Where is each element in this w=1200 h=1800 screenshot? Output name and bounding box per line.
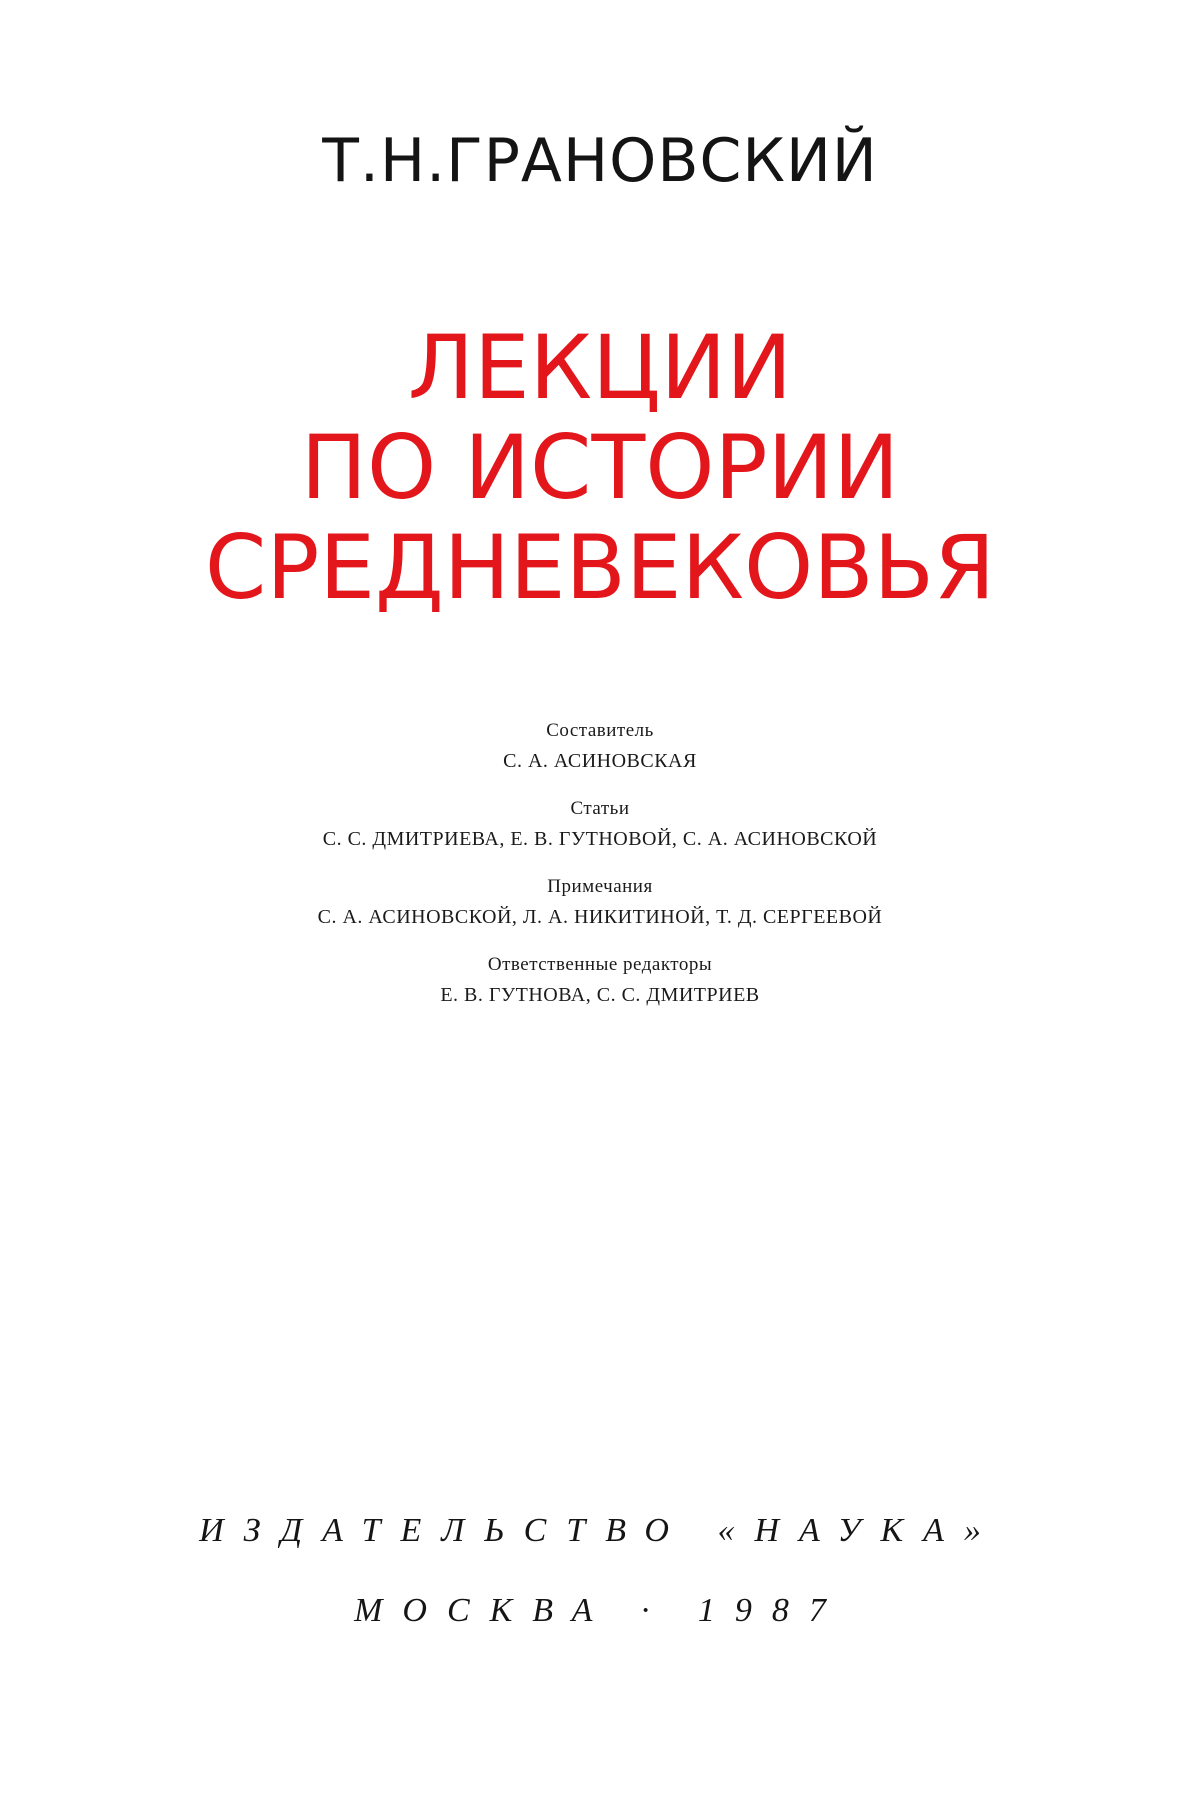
book-title-line-3: СРЕДНЕВЕКОВЬЯ [204, 516, 996, 619]
credit-names: С. С. ДМИТРИЕВА, Е. В. ГУТНОВОЙ, С. А. АСИНОВСКОЙ [322, 828, 878, 850]
credit-names: С. А. АСИНОВСКОЙ, Л. А. НИКИТИНОЙ, Т. Д. СЕРГЕЕВОЙ [317, 906, 883, 928]
credit-notes [0, 872, 1200, 932]
credit-role: Статьи [570, 798, 630, 819]
credit-names: С. А. АСИНОВСКАЯ [503, 750, 697, 772]
credit-role: Ответственные редакторы [487, 954, 713, 975]
credit-role: Примечания [547, 876, 653, 897]
credit-articles [0, 794, 1200, 854]
credit-editors [0, 950, 1200, 1010]
publication-city-year: МОСКВА · 1987 [354, 1592, 846, 1629]
book-title-line-1: ЛЕКЦИИ [407, 316, 793, 419]
credit-role: Составитель [546, 720, 654, 741]
book-title [0, 318, 1200, 618]
publisher-imprint: ИЗДАТЕЛЬСТВО «НАУКА» [199, 1512, 1001, 1549]
author-name: Т.Н.ГРАНОВСКИЙ [322, 126, 878, 196]
book-title-line-2: ПО ИСТОРИИ [300, 416, 900, 519]
credit-compiler [0, 716, 1200, 776]
credit-names: Е. В. ГУТНОВА, С. С. ДМИТРИЕВ [440, 984, 760, 1006]
credits-section [0, 716, 1200, 1028]
